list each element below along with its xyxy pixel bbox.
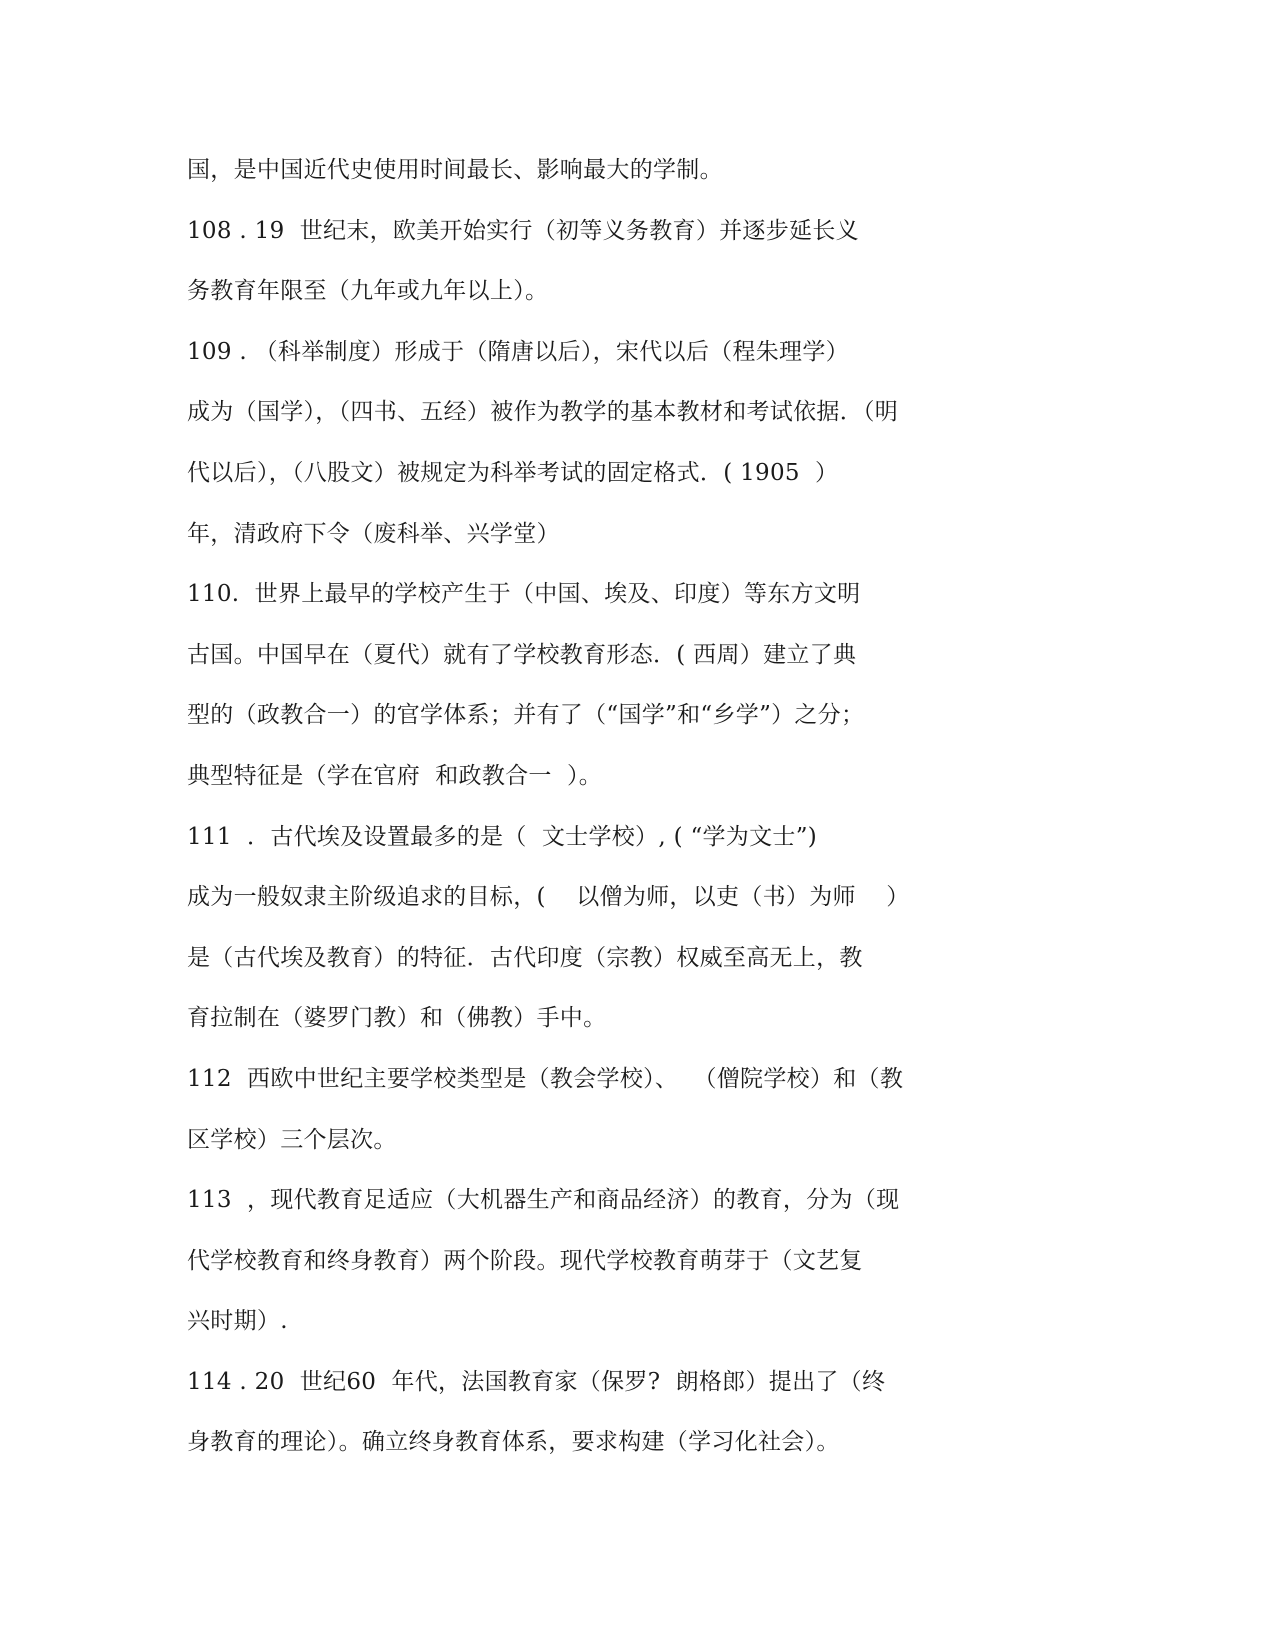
text-line: 务教育年限至（九年或九年以上）。: [187, 278, 549, 305]
text-line: 113 ，现代教育足适应（大机器生产和商品经济）的教育，分为（现: [187, 1187, 900, 1214]
text-line: 代以后），（八股文）被规定为科举考试的固定格式．( 1905 ）: [187, 459, 839, 486]
text-line: 110. 世界上最早的学校产生于（中国、埃及、印度）等东方文明: [187, 581, 861, 608]
text-line: 112 西欧中世纪主要学校类型是（教会学校）、 （僧院学校）和（教: [187, 1065, 904, 1092]
text-line: 兴时期）.: [187, 1308, 288, 1335]
text-line: 典型特征是（学在官府 和政教合一 ）。: [187, 762, 603, 789]
text-line: 108 . 19 世纪末，欧美开始实行（初等义务教育）并逐步延长义: [187, 217, 859, 244]
text-line: 109 . （科举制度）形成于（隋唐以后），宋代以后（程朱理学）: [187, 338, 849, 365]
text-line: 区学校）三个层次。: [187, 1126, 397, 1153]
text-line: 111 ．古代埃及设置最多的是（ 文士学校）, ( “学为文士”): [187, 823, 818, 850]
text-line: 身教育的理论）。确立终身教育体系，要求构建（学习化社会）。: [187, 1429, 840, 1456]
document-body: [187, 140, 1087, 1473]
text-line: 年，清政府下令（废科举、兴学堂）: [187, 520, 560, 547]
text-line: 国，是中国近代史使用时间最长、影响最大的学制。: [187, 157, 723, 183]
text-line: 型的（政教合一）的官学体系；并有了（“国学”和“乡学”）之分；: [187, 702, 865, 729]
text-line: 古国。中国早在（夏代）就有了学校教育形态．( 西周）建立了典: [187, 641, 857, 668]
text-line: 114 . 20 世纪60 年代，法国教育家（保罗? 朗格郎）提出了（终: [187, 1368, 886, 1395]
text-line: 代学校教育和终身教育）两个阶段。现代学校教育萌芽于（文艺复: [187, 1247, 863, 1274]
text-line: 成为（国学），（四书、五经）被作为教学的基本教材和考试依据．（明: [187, 399, 899, 426]
text-line: 育拉制在（婆罗门教）和（佛教）手中。: [187, 1005, 607, 1032]
text-line: 成为一般奴隶主阶级追求的目标，( 以僧为师，以吏（书）为师 ）: [187, 884, 910, 911]
text-line: 是（古代埃及教育）的特征．古代印度（宗教）权威至高无上，教: [187, 944, 863, 971]
